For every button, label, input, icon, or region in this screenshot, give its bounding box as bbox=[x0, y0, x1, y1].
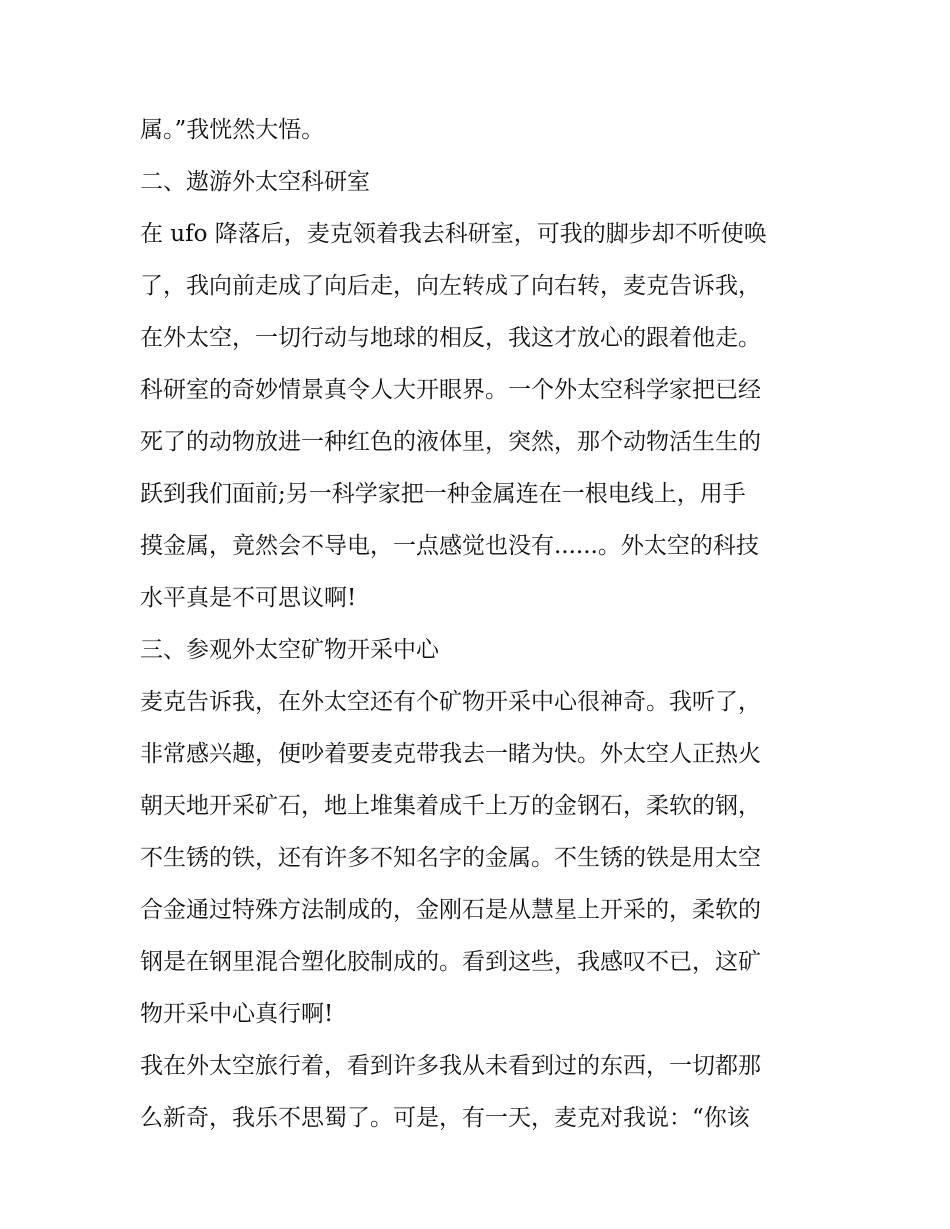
text-line: 钢是在钢里混合塑化胶制成的。看到这些，我感叹不已，这矿 bbox=[140, 949, 761, 975]
text-line: 在 ufo 降落后，麦克领着我去科研室，可我的脚步却不听使唤 bbox=[140, 221, 767, 247]
text-line: 么新奇，我乐不思蜀了。可是，有一天，麦克对我说：“你该 bbox=[140, 1105, 750, 1131]
text-line: 死了的动物放进一种红色的液体里，突然，那个动物活生生的 bbox=[140, 429, 761, 455]
text-line: 我在外太空旅行着，看到许多我从未看到过的东西，一切都那 bbox=[140, 1053, 761, 1079]
text-line: 麦克告诉我，在外太空还有个矿物开采中心很神奇。我听了， bbox=[140, 689, 761, 715]
text-line: 水平真是不可思议啊! bbox=[140, 585, 357, 611]
text-line: 摸金属，竟然会不导电，一点感觉也没有......。外太空的科技 bbox=[140, 533, 759, 559]
text-line: 跃到我们面前;另一科学家把一种金属连在一根电线上，用手 bbox=[140, 481, 746, 507]
text-line: 属。”我恍然大悟。 bbox=[140, 117, 325, 143]
text-line: 朝天地开采矿石，地上堆集着成千上万的金钢石，柔软的钢， bbox=[140, 793, 761, 819]
text-line: 不生锈的铁，还有许多不知名字的金属。不生锈的铁是用太空 bbox=[140, 845, 761, 871]
text-line: 了，我向前走成了向后走，向左转成了向右转，麦克告诉我， bbox=[140, 273, 761, 299]
text-line: 物开采中心真行啊! bbox=[140, 1001, 334, 1027]
section-heading: 三、参观外太空矿物开采中心 bbox=[140, 637, 439, 663]
text-line: 非常感兴趣，便吵着要麦克带我去一睹为快。外太空人正热火 bbox=[140, 741, 761, 767]
section-heading: 二、遨游外太空科研室 bbox=[140, 169, 370, 195]
text-line: 科研室的奇妙情景真令人大开眼界。一个外太空科学家把已经 bbox=[140, 377, 761, 403]
text-line: 合金通过特殊方法制成的，金刚石是从慧星上开采的，柔软的 bbox=[140, 897, 761, 923]
text-line: 在外太空，一切行动与地球的相反，我这才放心的跟着他走。 bbox=[140, 325, 761, 351]
